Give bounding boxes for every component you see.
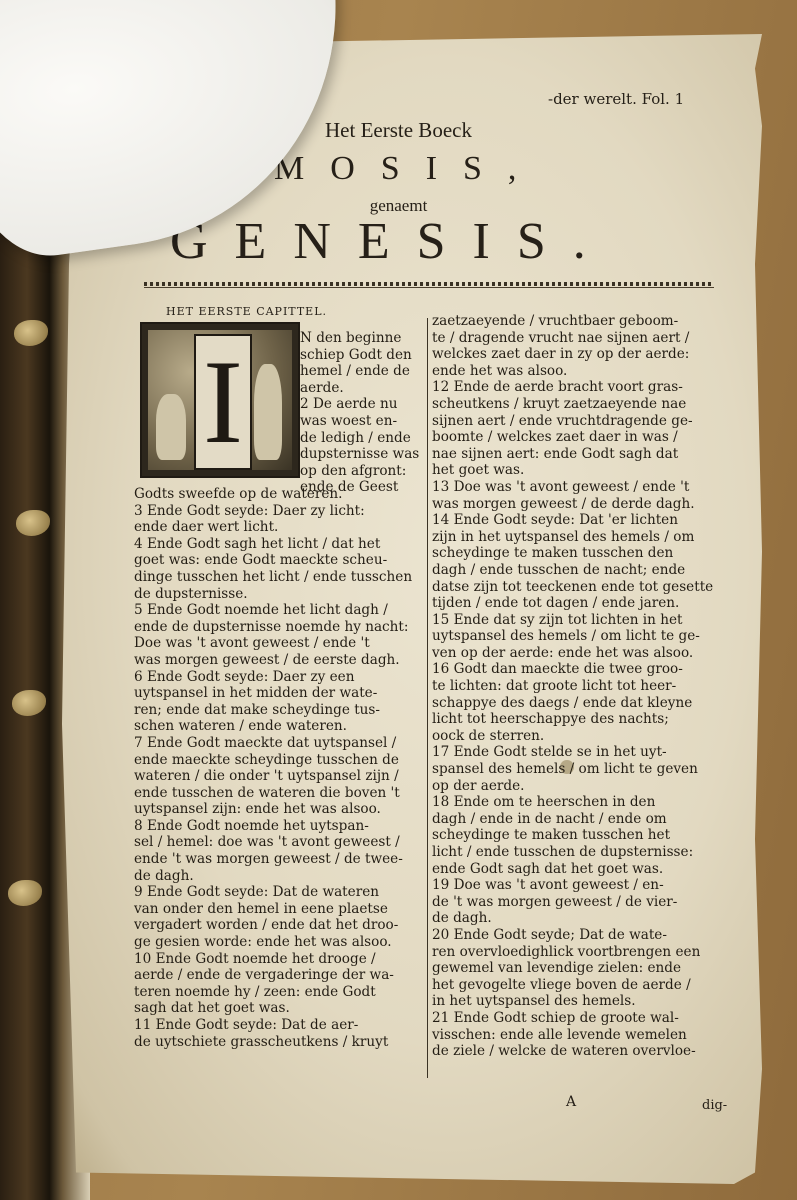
text-line: 12 Ende de aerde bracht voort gras-	[432, 379, 683, 396]
text-line: 4 Ende Godt sagh het licht / dat het	[134, 535, 381, 552]
text-line: het goet was.	[432, 462, 525, 479]
text-line: licht / ende tusschen de dupsternisse:	[432, 844, 694, 860]
text-line: 10 Ende Godt noemde het drooge /	[134, 950, 376, 967]
signature-mark: A	[566, 1094, 577, 1110]
text-line: was woest en-	[300, 412, 398, 429]
text-line: ende de Geest	[300, 479, 399, 496]
text-line: scheydinge te maken tusschen het	[432, 827, 671, 844]
text-line: dagh / ende tusschen de nacht; ende	[432, 561, 686, 578]
binding-thread	[12, 690, 46, 716]
text-line: schen wateren / ende wateren.	[134, 718, 347, 735]
text-line: nae sijnen aert: ende Godt sagh dat	[432, 445, 679, 462]
text-line: ende het was alsoo.	[432, 362, 568, 379]
text-line: op den afgront:	[300, 462, 407, 479]
text-line: sel / hemel: doe was 't avont geweest /	[134, 834, 400, 851]
column-right-text	[432, 313, 713, 1060]
text-line: aerde / ende de vergaderinge der wa-	[134, 967, 394, 984]
text-line: Doe was 't avont geweest / ende 't	[134, 635, 370, 652]
text-line: ven op der aerde: ende het was alsoo.	[432, 644, 694, 661]
text-line: sagh dat het goet was.	[134, 1000, 290, 1017]
text-line: 8 Ende Godt noemde het uytspan-	[134, 817, 369, 834]
text-line: ende Godt sagh dat het goet was.	[432, 860, 664, 877]
text-line: ren overvloedighlick voortbrengen een	[432, 943, 701, 960]
text-line: uytspansel zijn: ende het was alsoo.	[134, 801, 381, 818]
title-line-4: GENESIS.	[170, 213, 613, 270]
text-line: 7 Ende Godt maeckte dat uytspansel /	[134, 734, 397, 751]
chapter-heading: HET EERSTE CAPITTEL.	[166, 305, 328, 318]
binding-thread	[14, 320, 48, 346]
title-line-3: genaemt	[369, 196, 428, 215]
running-head-right: -der werelt. Fol. 1	[548, 90, 685, 108]
ornamental-rule	[144, 282, 714, 286]
text-line: te lichten: dat groote licht tot heer-	[432, 678, 677, 695]
text-line: uytspansel in het midden der wate-	[134, 685, 378, 702]
text-line: de ziele / welcke de wateren overvloe-	[432, 1043, 696, 1060]
woodcut-figure-eve	[156, 394, 186, 460]
column-left-top-text	[300, 330, 419, 496]
text-line: 3 Ende Godt seyde: Daer zy licht:	[134, 502, 365, 519]
text-line: in het uytspansel des hemels.	[432, 993, 636, 1010]
text-line: het gevogelte vliege boven de aerde /	[432, 976, 691, 993]
text-line: de ledigh / ende	[300, 429, 411, 446]
text-line: 19 Doe was 't avont geweest / en-	[432, 877, 664, 894]
text-line: 18 Ende om te heerschen in den	[432, 794, 656, 811]
text-line: aerde.	[300, 379, 344, 396]
text-line: 20 Ende Godt seyde; Dat de wate-	[432, 926, 667, 943]
title-line-2: MOSIS,	[274, 150, 543, 187]
text-line: 14 Ende Godt seyde: Dat 'er lichten	[432, 512, 678, 529]
woodcut-figure-adam	[254, 364, 282, 460]
text-line: 11 Ende Godt seyde: Dat de aer-	[134, 1017, 359, 1033]
text-line: ende tusschen de wateren die boven 't	[134, 784, 400, 801]
text-line: ren; ende dat make scheydinge tus-	[134, 701, 380, 718]
text-line: visschen: ende alle levende wemelen	[432, 1026, 687, 1043]
text-line: was morgen geweest / de eerste dagh.	[134, 651, 400, 668]
text-line: welckes zaet daer in zy op der aerde:	[432, 346, 690, 363]
text-line: ge gesien worde: ende het was alsoo.	[134, 934, 392, 951]
drop-cap-woodcut	[140, 322, 300, 478]
text-line: spansel des hemels / om licht te geven	[432, 761, 698, 778]
text-line: 5 Ende Godt noemde het licht dagh /	[134, 602, 388, 619]
text-line: te / dragende vrucht nae sijnen aert /	[432, 329, 690, 346]
text-line: licht tot heerschappye des nachts;	[432, 711, 669, 728]
text-line: dagh / ende in de nacht / ende om	[432, 810, 667, 827]
text-line: N den beginne	[300, 330, 402, 346]
text-line: ende daer wert licht.	[134, 519, 279, 536]
text-line: oock de sterren.	[432, 727, 545, 744]
column-divider	[427, 318, 428, 1078]
text-line: tijden / ende tot dagen / ende jaren.	[432, 595, 680, 612]
text-line: goet was: ende Godt maeckte scheu-	[134, 552, 388, 569]
text-line: ende de dupsternisse noemde hy nacht:	[134, 618, 409, 635]
text-line: schiep Godt den	[300, 346, 412, 363]
text-line: 17 Ende Godt stelde se in het uyt-	[432, 744, 667, 761]
text-line: sijnen aert / ende vruchtdragende ge-	[432, 412, 693, 429]
text-line: 16 Godt dan maeckte die twee groo-	[432, 661, 683, 678]
text-line: scheutkens / kruyt zaetzaeyende nae	[432, 395, 687, 412]
ornamental-rule-line	[144, 287, 714, 288]
drop-cap-glyph: I	[203, 335, 243, 468]
text-line: was morgen geweest / de derde dagh.	[432, 495, 695, 512]
text-line: datse zijn tot teeckenen ende tot gesette	[432, 578, 714, 595]
text-line: de uytschiete grasscheutkens / kruyt	[134, 1033, 389, 1050]
text-line: dinge tusschen het licht / ende tusschen	[134, 568, 413, 585]
text-line: schappye des daegs / ende dat kleyne	[432, 694, 693, 711]
text-line: dupsternisse was	[300, 446, 420, 463]
text-line: wateren / die onder 't uytspansel zijn /	[134, 768, 399, 785]
binding-thread	[8, 880, 42, 906]
text-line: 9 Ende Godt seyde: Dat de wateren	[134, 884, 379, 901]
text-line: vergadert worden / ende dat het droo-	[134, 917, 399, 934]
title-line-1: Het Eerste Boeck	[325, 118, 472, 142]
text-line: 6 Ende Godt seyde: Daer zy een	[134, 668, 355, 685]
text-line: 13 Doe was 't avont geweest / ende 't	[432, 478, 690, 495]
text-line: op der aerde.	[432, 777, 525, 794]
text-line: zaetzaeyende / vruchtbaer geboom-	[432, 313, 679, 329]
text-line: Godts sweefde op de wateren.	[134, 486, 343, 502]
text-line: van onder den hemel in eene plaetse	[134, 900, 388, 917]
text-line: uytspansel des hemels / om licht te ge-	[432, 628, 700, 645]
text-line: scheydinge te maken tusschen den	[432, 545, 674, 562]
text-line: 15 Ende dat sy zijn tot lichten in het	[432, 611, 683, 628]
text-line: ende 't was morgen geweest / de twee-	[134, 851, 403, 868]
text-line: 2 De aerde nu	[300, 396, 398, 413]
text-line: de dagh.	[134, 867, 194, 884]
drop-cap-letter	[194, 334, 252, 470]
text-line: hemel / ende de	[300, 363, 410, 380]
text-line: zijn in het uytspansel des hemels / om	[432, 528, 695, 545]
catchword: dig-	[702, 1098, 728, 1113]
column-left-text	[134, 486, 412, 1050]
binding-thread	[16, 510, 50, 536]
text-line: ende maeckte scheydinge tusschen de	[134, 751, 399, 768]
text-line: boomte / welckes zaet daer in was /	[432, 429, 678, 446]
text-line: de dagh.	[432, 910, 492, 927]
text-line: 21 Ende Godt schiep de groote wal-	[432, 1009, 679, 1026]
text-line: teren noemde hy / zeen: ende Godt	[134, 983, 376, 1000]
text-line: gewemel van levendige zielen: ende	[432, 960, 682, 977]
text-line: de 't was morgen geweest / de vier-	[432, 893, 678, 910]
text-line: de dupsternisse.	[134, 585, 248, 602]
